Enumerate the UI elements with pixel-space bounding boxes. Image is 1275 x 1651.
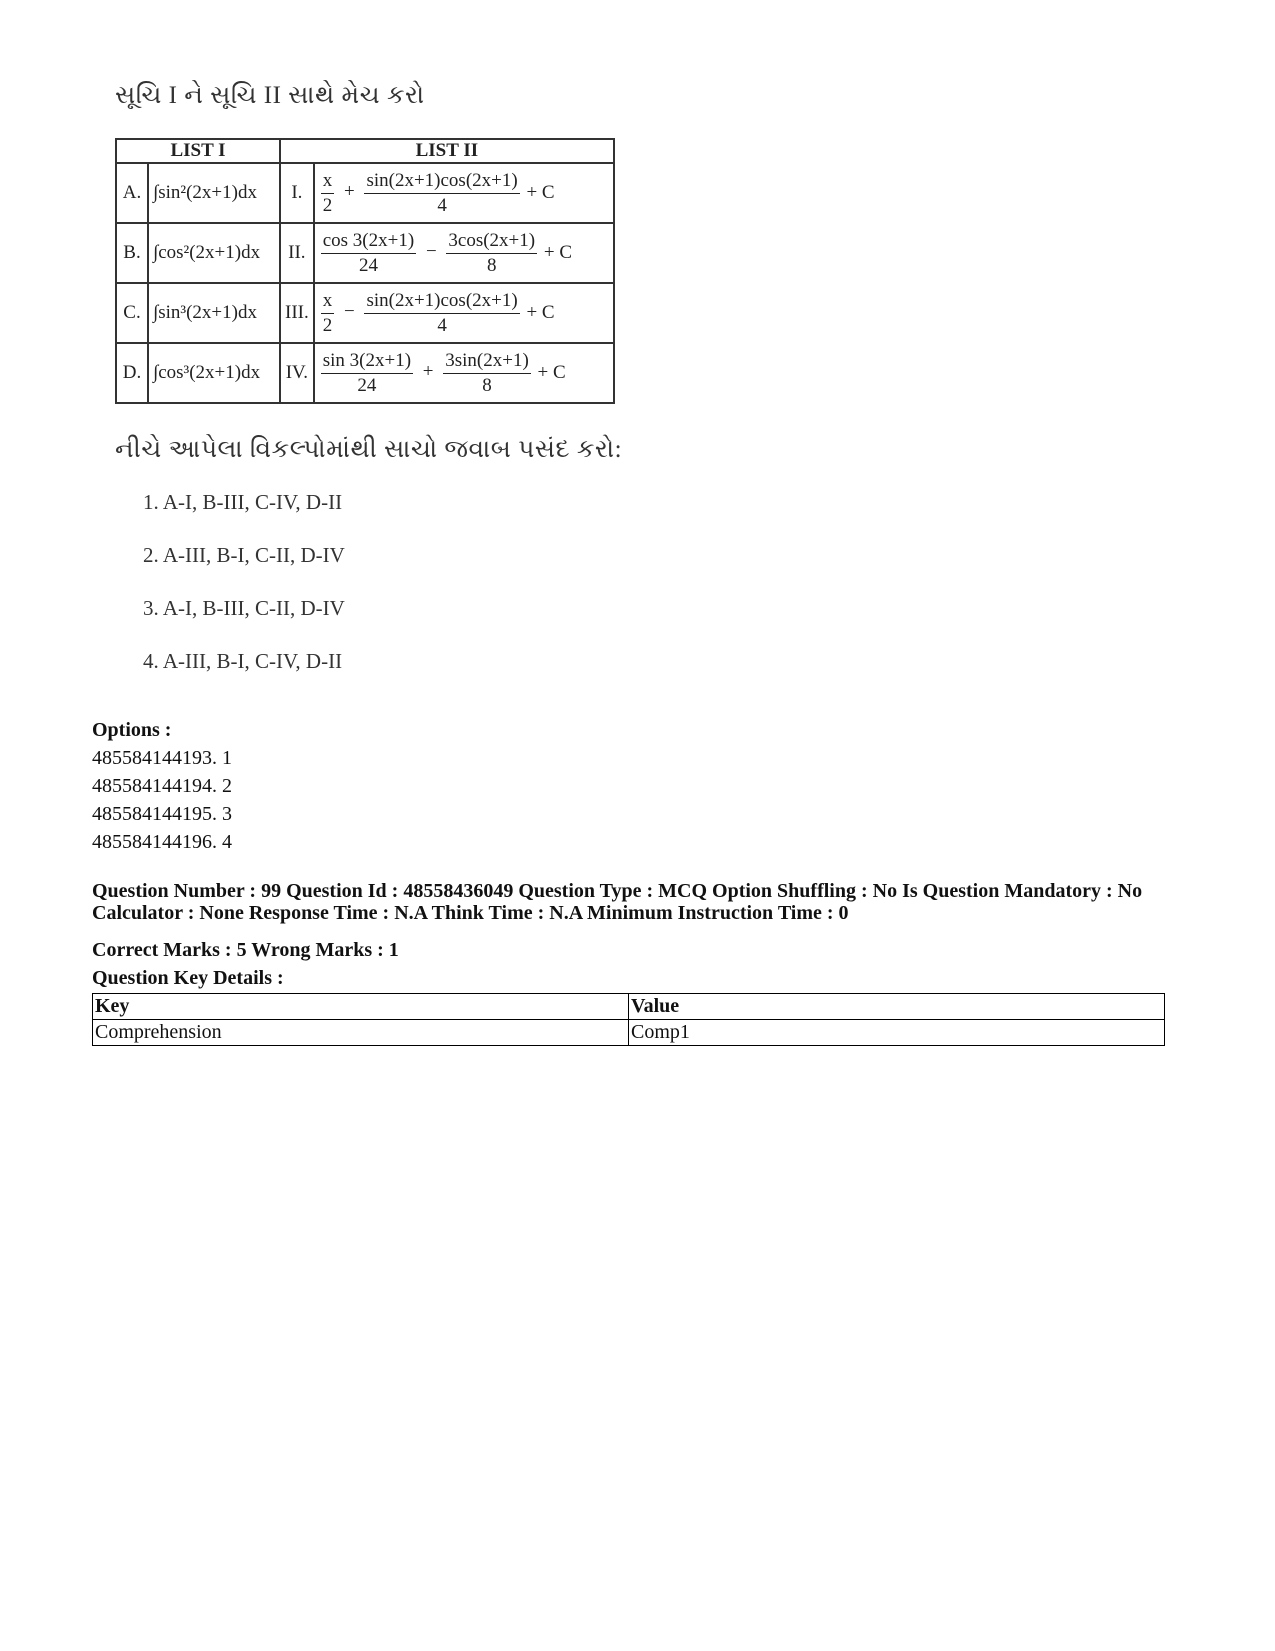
- term2-numerator: sin(2x+1)cos(2x+1): [364, 289, 519, 314]
- key-cell: Comprehension: [93, 1020, 629, 1046]
- term1-denominator: 2: [322, 194, 333, 216]
- term2-denominator: 8: [482, 374, 492, 396]
- key-header: Key: [93, 994, 629, 1020]
- term2-numerator: 3cos(2x+1): [446, 229, 537, 254]
- term1-numerator: sin 3(2x+1): [321, 349, 413, 374]
- row-expression: [314, 223, 614, 283]
- key-details-label: Question Key Details :: [92, 967, 284, 989]
- row-integral: ∫cos³(2x+1)dx: [148, 343, 280, 403]
- option-item: 485584144193. 1: [92, 747, 232, 769]
- instruction-top: સૂચિ I ને સૂચિ II સાથે મેચ કરો: [115, 82, 425, 109]
- term1-numerator: x: [321, 289, 335, 314]
- match-table: [115, 138, 615, 404]
- option-item: 485584144196. 4: [92, 831, 232, 853]
- constant: + C: [526, 301, 555, 323]
- term1-denominator: 24: [358, 254, 378, 276]
- constant: + C: [543, 241, 572, 263]
- row-letter: C.: [116, 283, 148, 343]
- constant: + C: [526, 181, 555, 203]
- list1-header: LIST I: [116, 139, 280, 163]
- operator: −: [343, 301, 355, 323]
- marks-info: Correct Marks : 5 Wrong Marks : 1: [92, 939, 399, 961]
- term2-numerator: 3sin(2x+1): [443, 349, 531, 374]
- row-expression: [314, 343, 614, 403]
- match-row: [116, 343, 614, 403]
- term1-denominator: 2: [322, 314, 333, 336]
- instruction-bottom: નીચે આપેલા વિકલ્પોમાંથી સાચો જવાબ પસંદ કરો:: [115, 436, 623, 463]
- row-letter: B.: [116, 223, 148, 283]
- value-header: Value: [629, 994, 1165, 1020]
- list2-header: LIST II: [280, 139, 614, 163]
- value-cell: Comp1: [629, 1020, 1165, 1046]
- term2-denominator: 4: [437, 314, 447, 336]
- table-row: [93, 1020, 1165, 1046]
- row-expression: [314, 163, 614, 223]
- term2-denominator: 8: [487, 254, 497, 276]
- option-item: 485584144195. 3: [92, 803, 232, 825]
- options-label: Options :: [92, 719, 172, 741]
- term1-denominator: 24: [357, 374, 377, 396]
- question-meta: Question Number : 99 Question Id : 48558436049 Question Type : MCQ Option Shuffling : No Is Question Mandatory : No Calculator : None Response Time : N.A Think Time : N.A Minimum Instruction Time : 0: [92, 880, 1143, 924]
- match-row: [116, 163, 614, 223]
- row-integral: ∫sin³(2x+1)dx: [148, 283, 280, 343]
- answer-choice: 4. A-III, B-I, C-IV, D-II: [143, 649, 343, 673]
- row-integral: ∫sin²(2x+1)dx: [148, 163, 280, 223]
- answer-choice: 3. A-I, B-III, C-II, D-IV: [143, 596, 345, 620]
- row-letter: D.: [116, 343, 148, 403]
- row-roman: II.: [280, 223, 314, 283]
- match-row: [116, 223, 614, 283]
- operator: +: [343, 181, 355, 203]
- term2-denominator: 4: [437, 194, 447, 216]
- row-integral: ∫cos²(2x+1)dx: [148, 223, 280, 283]
- term2-numerator: sin(2x+1)cos(2x+1): [364, 169, 519, 194]
- match-row: [116, 283, 614, 343]
- term1-numerator: cos 3(2x+1): [321, 229, 416, 254]
- constant: + C: [537, 361, 566, 383]
- key-details-table: [92, 993, 1165, 1046]
- operator: +: [422, 361, 434, 383]
- row-letter: A.: [116, 163, 148, 223]
- answer-choice: 2. A-III, B-I, C-II, D-IV: [143, 543, 345, 567]
- row-roman: I.: [280, 163, 314, 223]
- row-roman: IV.: [280, 343, 314, 403]
- operator: −: [425, 241, 437, 263]
- term1-numerator: x: [321, 169, 335, 194]
- row-expression: [314, 283, 614, 343]
- answer-choice: 1. A-I, B-III, C-IV, D-II: [143, 490, 343, 514]
- row-roman: III.: [280, 283, 314, 343]
- option-item: 485584144194. 2: [92, 775, 232, 797]
